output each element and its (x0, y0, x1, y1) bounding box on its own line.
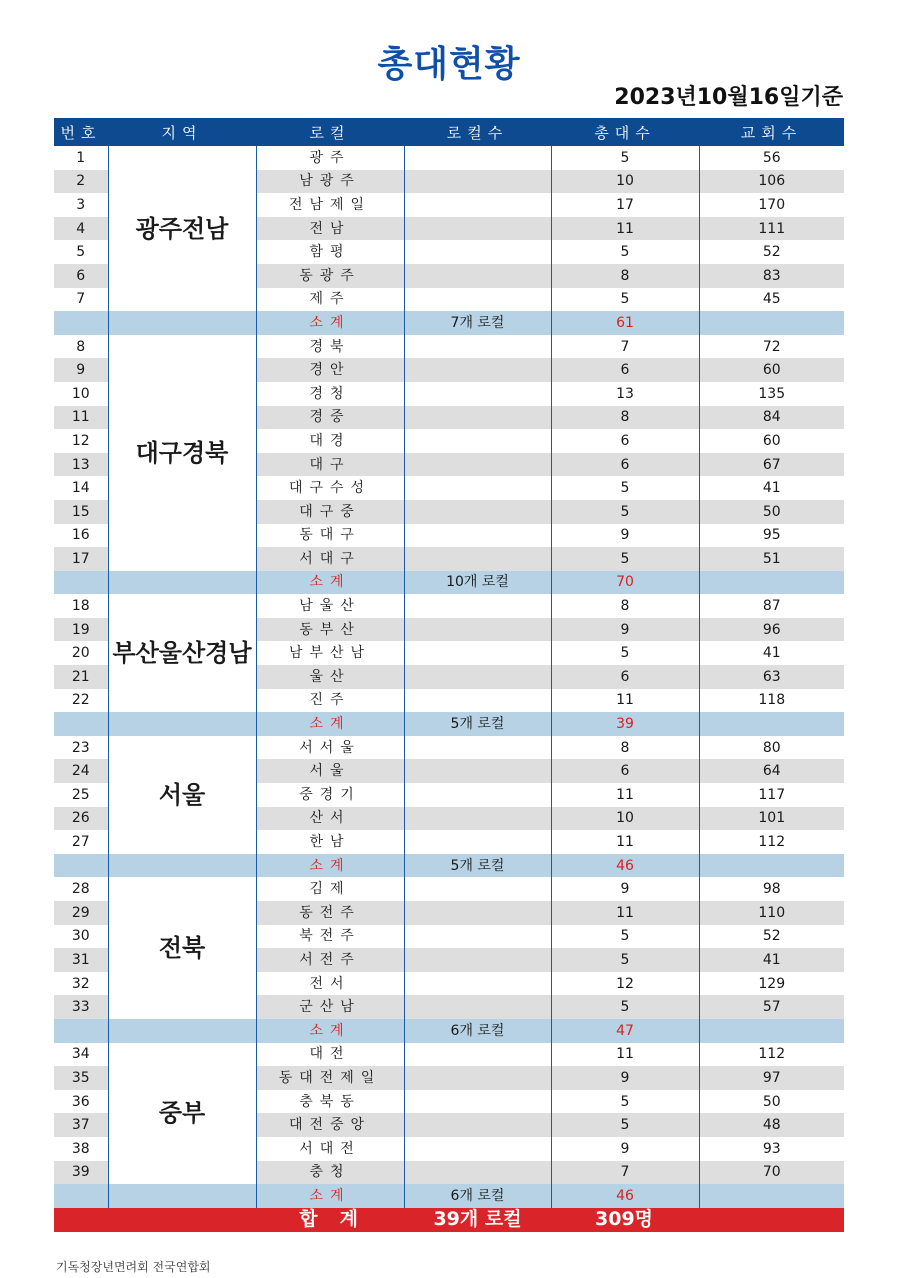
local-name: 대전중앙 (256, 1113, 404, 1137)
row-number: 38 (54, 1137, 108, 1161)
local-count-cell (404, 429, 551, 453)
churches-count: 93 (699, 1137, 844, 1161)
churches-count: 135 (699, 382, 844, 406)
row-number: 36 (54, 1090, 108, 1114)
row-number: 39 (54, 1161, 108, 1185)
delegates-count: 12 (551, 972, 699, 996)
subtotal-local-count: 5개 로컬 (404, 854, 551, 878)
delegates-count: 8 (551, 594, 699, 618)
local-name: 동부산 (256, 618, 404, 642)
local-count-cell (404, 288, 551, 312)
subtotal-empty-region (108, 712, 256, 736)
churches-count: 50 (699, 500, 844, 524)
churches-count: 51 (699, 547, 844, 571)
table-row (54, 877, 844, 901)
local-count-cell (404, 1066, 551, 1090)
row-number: 16 (54, 524, 108, 548)
local-name: 남울산 (256, 594, 404, 618)
row-number: 4 (54, 217, 108, 241)
delegates-count: 5 (551, 641, 699, 665)
row-number: 24 (54, 759, 108, 783)
local-count-cell (404, 736, 551, 760)
subtotal-empty-no (54, 712, 108, 736)
churches-count: 72 (699, 335, 844, 359)
subtotal-delegates: 39 (551, 712, 699, 736)
churches-count: 87 (699, 594, 844, 618)
local-count-cell (404, 901, 551, 925)
local-count-cell (404, 594, 551, 618)
row-number: 21 (54, 665, 108, 689)
subtotal-empty-churches (699, 712, 844, 736)
local-count-cell (404, 547, 551, 571)
churches-count: 112 (699, 1043, 844, 1067)
subtotal-delegates: 46 (551, 854, 699, 878)
region-name: 중부 (108, 1043, 256, 1185)
churches-count: 106 (699, 170, 844, 194)
delegates-count: 6 (551, 358, 699, 382)
local-count-cell (404, 358, 551, 382)
local-name: 군산남 (256, 995, 404, 1019)
churches-count: 80 (699, 736, 844, 760)
region-name: 대구경북 (108, 335, 256, 571)
table-row (54, 335, 844, 359)
delegates-count: 11 (551, 217, 699, 241)
local-name: 남광주 (256, 170, 404, 194)
subtotal-row (54, 854, 844, 878)
delegates-count: 7 (551, 1161, 699, 1185)
row-number: 32 (54, 972, 108, 996)
delegates-count: 11 (551, 830, 699, 854)
local-name: 경안 (256, 358, 404, 382)
subtotal-delegates: 70 (551, 571, 699, 595)
delegates-count: 13 (551, 382, 699, 406)
row-number: 30 (54, 925, 108, 949)
header-no: 번호 (54, 118, 108, 146)
local-name: 제주 (256, 288, 404, 312)
local-count-cell (404, 1137, 551, 1161)
churches-count: 118 (699, 689, 844, 713)
churches-count: 67 (699, 453, 844, 477)
delegates-count: 8 (551, 736, 699, 760)
churches-count: 50 (699, 1090, 844, 1114)
delegates-count: 6 (551, 759, 699, 783)
churches-count: 98 (699, 877, 844, 901)
header-row (54, 118, 844, 146)
header-churches: 교회수 (699, 118, 844, 146)
churches-count: 111 (699, 217, 844, 241)
row-number: 9 (54, 358, 108, 382)
local-count-cell (404, 146, 551, 170)
subtotal-row (54, 1184, 844, 1208)
subtotal-label: 소계 (256, 571, 404, 595)
churches-count: 52 (699, 925, 844, 949)
delegates-count: 5 (551, 547, 699, 571)
churches-count: 97 (699, 1066, 844, 1090)
local-name: 서전주 (256, 948, 404, 972)
churches-count: 63 (699, 665, 844, 689)
subtotal-row (54, 571, 844, 595)
local-count-cell (404, 453, 551, 477)
row-number: 5 (54, 240, 108, 264)
row-number: 10 (54, 382, 108, 406)
churches-count: 56 (699, 146, 844, 170)
delegates-count: 11 (551, 689, 699, 713)
row-number: 27 (54, 830, 108, 854)
subtotal-label: 소계 (256, 1019, 404, 1043)
subtotal-empty-no (54, 571, 108, 595)
churches-count: 117 (699, 783, 844, 807)
delegates-count: 5 (551, 476, 699, 500)
churches-count: 84 (699, 406, 844, 430)
local-name: 대경 (256, 429, 404, 453)
local-count-cell (404, 1043, 551, 1067)
subtotal-empty-churches (699, 311, 844, 335)
local-count-cell (404, 1090, 551, 1114)
total-row (54, 1208, 844, 1232)
delegates-count: 5 (551, 240, 699, 264)
churches-count: 70 (699, 1161, 844, 1185)
churches-count: 101 (699, 807, 844, 831)
local-count-cell (404, 382, 551, 406)
local-count-cell (404, 240, 551, 264)
local-name: 서대구 (256, 547, 404, 571)
row-number: 14 (54, 476, 108, 500)
table-row (54, 146, 844, 170)
subtotal-empty-churches (699, 1019, 844, 1043)
local-name: 북전주 (256, 925, 404, 949)
row-number: 18 (54, 594, 108, 618)
delegates-count: 9 (551, 618, 699, 642)
row-number: 19 (54, 618, 108, 642)
local-count-cell (404, 618, 551, 642)
total-label: 합계 (54, 1208, 404, 1232)
subtotal-empty-region (108, 1019, 256, 1043)
subtotal-empty-churches (699, 854, 844, 878)
churches-count: 112 (699, 830, 844, 854)
region-name: 광주전남 (108, 146, 256, 311)
subtotal-delegates: 61 (551, 311, 699, 335)
local-count-cell (404, 877, 551, 901)
local-count-cell (404, 689, 551, 713)
row-number: 31 (54, 948, 108, 972)
row-number: 25 (54, 783, 108, 807)
subtotal-local-count: 6개 로컬 (404, 1019, 551, 1043)
row-number: 7 (54, 288, 108, 312)
churches-count: 95 (699, 524, 844, 548)
region-name: 전북 (108, 877, 256, 1019)
delegates-count: 7 (551, 335, 699, 359)
delegates-count: 9 (551, 1066, 699, 1090)
subtotal-label: 소계 (256, 712, 404, 736)
local-count-cell (404, 759, 551, 783)
delegates-count: 9 (551, 877, 699, 901)
local-count-cell (404, 476, 551, 500)
local-name: 울산 (256, 665, 404, 689)
footer-organization: 기독청장년면려회 전국연합회 (56, 1260, 211, 1274)
delegates-count: 11 (551, 783, 699, 807)
delegates-count: 5 (551, 288, 699, 312)
delegates-count: 9 (551, 1137, 699, 1161)
region-name: 서울 (108, 736, 256, 854)
subtotal-row (54, 712, 844, 736)
local-name: 진주 (256, 689, 404, 713)
local-count-cell (404, 217, 551, 241)
delegates-count: 5 (551, 1113, 699, 1137)
table-row (54, 1043, 844, 1067)
subtotal-row (54, 1019, 844, 1043)
subtotal-empty-no (54, 1184, 108, 1208)
row-number: 1 (54, 146, 108, 170)
subtotal-empty-region (108, 854, 256, 878)
subtotal-empty-no (54, 311, 108, 335)
subtotal-label: 소계 (256, 311, 404, 335)
local-name: 경청 (256, 382, 404, 406)
local-count-cell (404, 641, 551, 665)
row-number: 17 (54, 547, 108, 571)
reference-date: 2023년10월16일기준 (614, 85, 843, 110)
header-region: 지역 (108, 118, 256, 146)
subtotal-delegates: 46 (551, 1184, 699, 1208)
subtotal-row (54, 311, 844, 335)
local-count-cell (404, 406, 551, 430)
local-name: 중경기 (256, 783, 404, 807)
header-delegates: 총대수 (551, 118, 699, 146)
row-number: 6 (54, 264, 108, 288)
local-count-cell (404, 830, 551, 854)
local-name: 서대전 (256, 1137, 404, 1161)
delegates-count: 11 (551, 901, 699, 925)
delegates-count: 8 (551, 406, 699, 430)
row-number: 26 (54, 807, 108, 831)
delegates-count: 10 (551, 807, 699, 831)
local-count-cell (404, 925, 551, 949)
churches-count: 52 (699, 240, 844, 264)
header-local: 로컬 (256, 118, 404, 146)
local-count-cell (404, 500, 551, 524)
local-name: 서서울 (256, 736, 404, 760)
churches-count: 110 (699, 901, 844, 925)
local-count-cell (404, 170, 551, 194)
region-name: 부산울산경남 (108, 594, 256, 712)
local-name: 동대전제일 (256, 1066, 404, 1090)
row-number: 12 (54, 429, 108, 453)
local-name: 광주 (256, 146, 404, 170)
delegates-count: 5 (551, 500, 699, 524)
page-title: 총대현황 (377, 44, 521, 85)
subtotal-empty-churches (699, 1184, 844, 1208)
local-count-cell (404, 807, 551, 831)
row-number: 8 (54, 335, 108, 359)
local-name: 대구 (256, 453, 404, 477)
local-name: 남부산남 (256, 641, 404, 665)
row-number: 11 (54, 406, 108, 430)
churches-count: 170 (699, 193, 844, 217)
delegates-count: 6 (551, 453, 699, 477)
subtotal-empty-region (108, 1184, 256, 1208)
local-name: 산서 (256, 807, 404, 831)
local-name: 동대구 (256, 524, 404, 548)
churches-count: 64 (699, 759, 844, 783)
subtotal-empty-region (108, 311, 256, 335)
churches-count: 57 (699, 995, 844, 1019)
table-row (54, 594, 844, 618)
local-name: 함평 (256, 240, 404, 264)
delegates-count: 10 (551, 170, 699, 194)
delegates-count: 5 (551, 146, 699, 170)
total-empty-churches (699, 1208, 844, 1232)
delegates-count: 11 (551, 1043, 699, 1067)
churches-count: 60 (699, 429, 844, 453)
total-delegates: 309명 (551, 1208, 699, 1232)
local-name: 한남 (256, 830, 404, 854)
delegates-table (54, 118, 844, 1232)
row-number: 33 (54, 995, 108, 1019)
delegates-count: 9 (551, 524, 699, 548)
subtotal-local-count: 6개 로컬 (404, 1184, 551, 1208)
local-count-cell (404, 335, 551, 359)
subtotal-label: 소계 (256, 1184, 404, 1208)
local-name: 전서 (256, 972, 404, 996)
delegates-count: 5 (551, 948, 699, 972)
local-count-cell (404, 1161, 551, 1185)
local-count-cell (404, 665, 551, 689)
row-number: 20 (54, 641, 108, 665)
subtotal-empty-region (108, 571, 256, 595)
churches-count: 96 (699, 618, 844, 642)
local-count-cell (404, 783, 551, 807)
subtotal-local-count: 10개 로컬 (404, 571, 551, 595)
delegates-count: 5 (551, 1090, 699, 1114)
churches-count: 41 (699, 641, 844, 665)
subtotal-delegates: 47 (551, 1019, 699, 1043)
local-name: 동전주 (256, 901, 404, 925)
churches-count: 129 (699, 972, 844, 996)
local-name: 대전 (256, 1043, 404, 1067)
local-name: 대구중 (256, 500, 404, 524)
subtotal-local-count: 5개 로컬 (404, 712, 551, 736)
local-count-cell (404, 193, 551, 217)
row-number: 34 (54, 1043, 108, 1067)
local-name: 전남제일 (256, 193, 404, 217)
local-count-cell (404, 524, 551, 548)
local-count-cell (404, 995, 551, 1019)
local-name: 전남 (256, 217, 404, 241)
subtotal-empty-churches (699, 571, 844, 595)
local-name: 서울 (256, 759, 404, 783)
local-name: 대구수성 (256, 476, 404, 500)
local-count-cell (404, 948, 551, 972)
table-row (54, 736, 844, 760)
row-number: 28 (54, 877, 108, 901)
local-name: 동광주 (256, 264, 404, 288)
subtotal-empty-no (54, 1019, 108, 1043)
local-name: 충북동 (256, 1090, 404, 1114)
local-name: 경북 (256, 335, 404, 359)
local-name: 경중 (256, 406, 404, 430)
delegates-count: 6 (551, 429, 699, 453)
row-number: 3 (54, 193, 108, 217)
row-number: 13 (54, 453, 108, 477)
subtotal-label: 소계 (256, 854, 404, 878)
row-number: 35 (54, 1066, 108, 1090)
churches-count: 48 (699, 1113, 844, 1137)
row-number: 37 (54, 1113, 108, 1137)
delegates-count: 5 (551, 925, 699, 949)
churches-count: 41 (699, 476, 844, 500)
row-number: 22 (54, 689, 108, 713)
churches-count: 60 (699, 358, 844, 382)
delegates-count: 8 (551, 264, 699, 288)
local-count-cell (404, 1113, 551, 1137)
row-number: 29 (54, 901, 108, 925)
churches-count: 45 (699, 288, 844, 312)
delegates-count: 17 (551, 193, 699, 217)
delegates-count: 6 (551, 665, 699, 689)
total-local-count: 39개 로컬 (404, 1208, 551, 1232)
delegates-count: 5 (551, 995, 699, 1019)
subtotal-local-count: 7개 로컬 (404, 311, 551, 335)
subtotal-empty-no (54, 854, 108, 878)
row-number: 15 (54, 500, 108, 524)
local-name: 충청 (256, 1161, 404, 1185)
local-name: 김제 (256, 877, 404, 901)
row-number: 2 (54, 170, 108, 194)
churches-count: 83 (699, 264, 844, 288)
row-number: 23 (54, 736, 108, 760)
churches-count: 41 (699, 948, 844, 972)
header-local-count: 로컬수 (404, 118, 551, 146)
local-count-cell (404, 264, 551, 288)
local-count-cell (404, 972, 551, 996)
